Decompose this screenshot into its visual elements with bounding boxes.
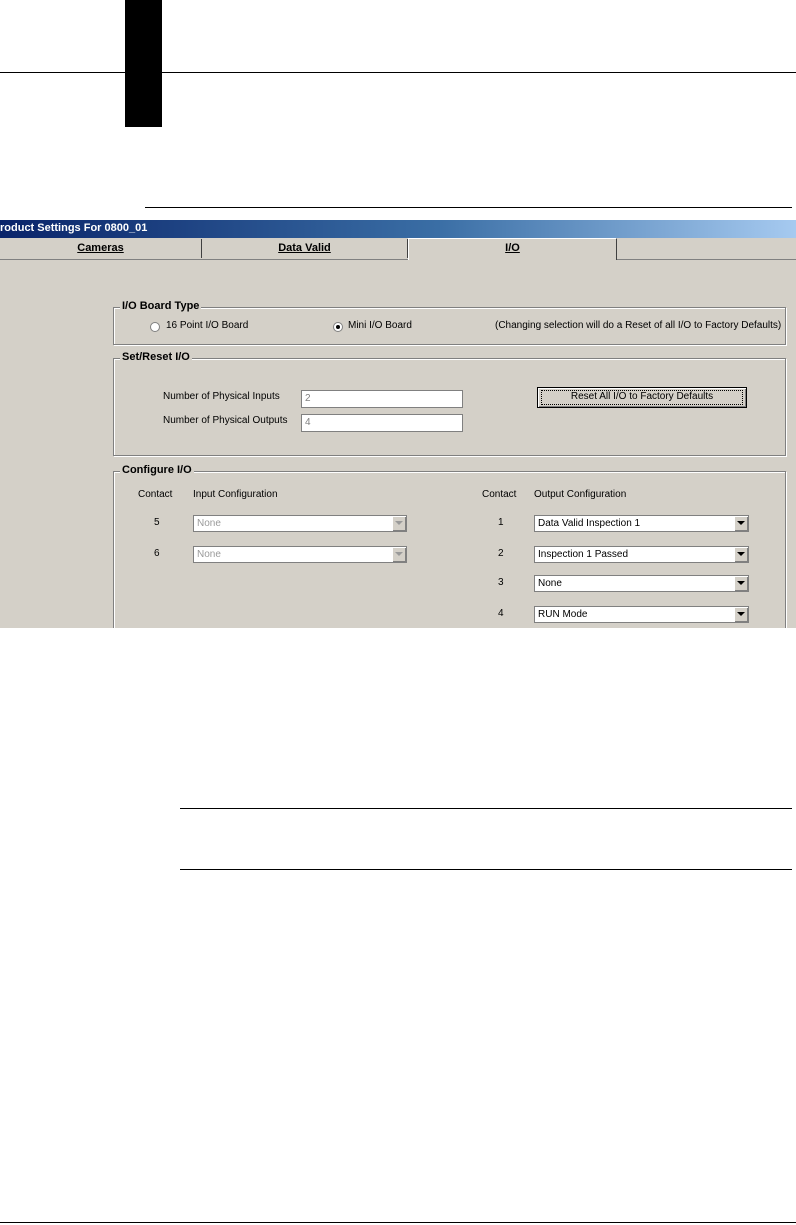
section-rule bbox=[145, 207, 792, 208]
window-title: roduct Settings For 0800_01 bbox=[0, 222, 148, 234]
dropdown-arrow-icon[interactable] bbox=[392, 547, 406, 562]
tab-data-valid[interactable]: Data Valid bbox=[202, 239, 408, 258]
input-config-select[interactable] bbox=[193, 515, 407, 532]
dropdown-arrow-icon[interactable] bbox=[734, 547, 748, 562]
set-reset-legend: Set/Reset I/O bbox=[122, 351, 190, 363]
configure-io-legend: Configure I/O bbox=[122, 464, 192, 476]
dropdown-arrow-icon[interactable] bbox=[734, 607, 748, 622]
reset-button-label: Reset All I/O to Factory Defaults bbox=[570, 391, 714, 402]
radio-16-point[interactable] bbox=[150, 322, 160, 332]
select-value: None bbox=[197, 549, 221, 560]
output-config-select[interactable] bbox=[534, 575, 749, 592]
tab-cameras[interactable]: Cameras bbox=[0, 239, 202, 258]
set-reset-group bbox=[113, 351, 786, 456]
physical-outputs-label: Number of Physical Outputs bbox=[163, 415, 288, 426]
physical-inputs-label: Number of Physical Inputs bbox=[163, 391, 280, 402]
output-config-select[interactable] bbox=[534, 606, 749, 623]
radio-mini-io-label[interactable]: Mini I/O Board bbox=[348, 320, 412, 331]
input-contact-number: 6 bbox=[154, 548, 160, 559]
input-config-header: Input Configuration bbox=[193, 489, 278, 500]
output-contact-number: 4 bbox=[498, 608, 504, 619]
header-rule bbox=[0, 72, 796, 73]
input-contact-header: Contact bbox=[138, 489, 173, 500]
note-bottom-rule bbox=[180, 869, 792, 870]
tab-io[interactable]: I/O bbox=[408, 238, 617, 260]
output-config-select[interactable] bbox=[534, 515, 749, 532]
radio-16-point-label[interactable]: 16 Point I/O Board bbox=[166, 320, 249, 331]
button-focus-rect bbox=[541, 390, 743, 405]
input-contact-number: 5 bbox=[154, 517, 160, 528]
configure-io-group bbox=[113, 464, 786, 628]
output-contact-number: 3 bbox=[498, 577, 504, 588]
output-contact-header: Contact bbox=[482, 489, 517, 500]
output-contact-number: 2 bbox=[498, 548, 504, 559]
dropdown-arrow-icon[interactable] bbox=[734, 516, 748, 531]
select-value: None bbox=[197, 518, 221, 529]
output-config-select[interactable] bbox=[534, 546, 749, 563]
board-type-group bbox=[113, 300, 786, 345]
product-settings-window bbox=[0, 220, 796, 628]
physical-inputs-field[interactable]: 2 bbox=[301, 390, 463, 408]
output-contact-number: 1 bbox=[498, 517, 504, 528]
select-value: RUN Mode bbox=[538, 609, 588, 620]
physical-outputs-field[interactable]: 4 bbox=[301, 414, 463, 432]
output-config-header: Output Configuration bbox=[534, 489, 627, 500]
radio-mini-io[interactable] bbox=[333, 322, 343, 332]
reset-factory-defaults-button[interactable] bbox=[537, 387, 747, 408]
chapter-tab-marker bbox=[125, 0, 162, 127]
board-type-note: (Changing selection will do a Reset of all I/O to Factory Defaults) bbox=[495, 320, 782, 331]
select-value: Inspection 1 Passed bbox=[538, 549, 629, 560]
tab-strip bbox=[0, 239, 796, 260]
dropdown-arrow-icon[interactable] bbox=[392, 516, 406, 531]
window-titlebar bbox=[0, 220, 796, 238]
select-value: Data Valid Inspection 1 bbox=[538, 518, 641, 529]
note-top-rule bbox=[180, 808, 792, 809]
dropdown-arrow-icon[interactable] bbox=[734, 576, 748, 591]
input-config-select[interactable] bbox=[193, 546, 407, 563]
select-value: None bbox=[538, 578, 562, 589]
footer-rule bbox=[0, 1222, 796, 1223]
board-type-legend: I/O Board Type bbox=[122, 300, 200, 312]
